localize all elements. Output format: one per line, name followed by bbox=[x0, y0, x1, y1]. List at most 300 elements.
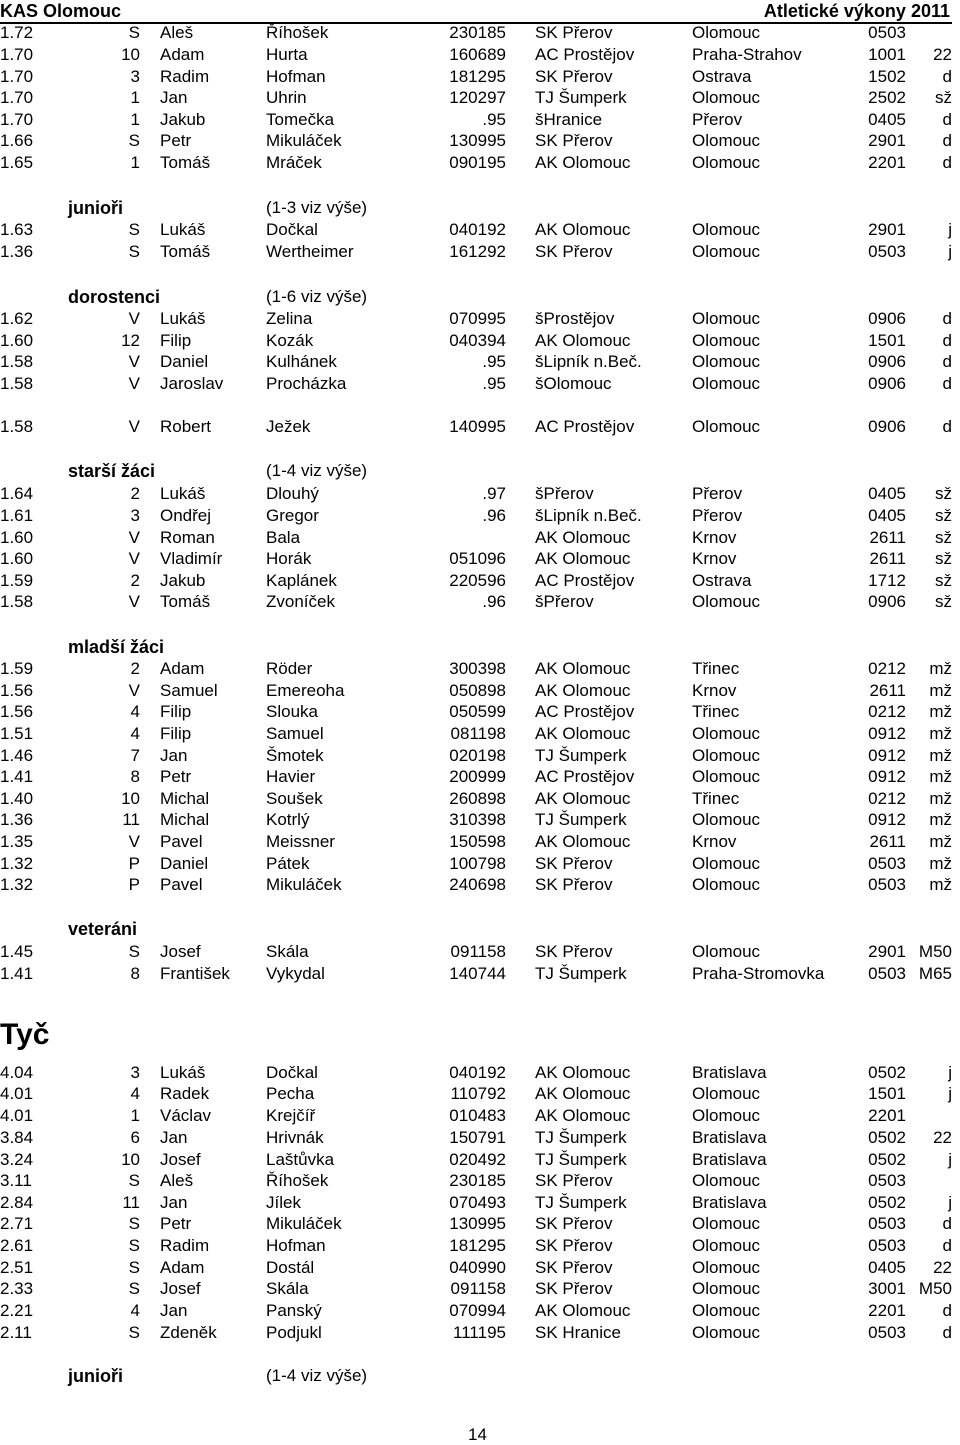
birth-date: 161292 bbox=[449, 242, 506, 261]
placing: S bbox=[128, 1171, 140, 1190]
club: AK Olomouc bbox=[535, 681, 631, 700]
birth-date: 230185 bbox=[449, 23, 506, 42]
birth-date: 081198 bbox=[450, 724, 506, 743]
club: AK Olomouc bbox=[535, 724, 631, 743]
performance: 1.63 bbox=[0, 220, 34, 239]
category: d bbox=[942, 1301, 952, 1320]
club: TJ Šumperk bbox=[535, 1150, 627, 1169]
club: AK Olomouc bbox=[535, 528, 631, 547]
category: mž bbox=[929, 789, 952, 808]
placing: 4 bbox=[130, 724, 140, 743]
venue: Přerov bbox=[692, 110, 743, 129]
first-name: Petr bbox=[160, 1214, 192, 1233]
category: mž bbox=[929, 702, 952, 721]
placing: 4 bbox=[130, 1084, 140, 1103]
club: AK Olomouc bbox=[535, 832, 631, 851]
event-date: 2901 bbox=[868, 131, 906, 150]
placing: 4 bbox=[130, 1301, 140, 1320]
venue: Přerov bbox=[692, 506, 743, 525]
placing: S bbox=[128, 1236, 140, 1255]
category: mž bbox=[929, 746, 952, 765]
event-date: 1501 bbox=[868, 1084, 906, 1103]
result-row bbox=[0, 44, 960, 66]
category: d bbox=[942, 374, 952, 393]
club: SK Přerov bbox=[535, 1214, 613, 1233]
event-date: 0906 bbox=[868, 374, 906, 393]
category: mž bbox=[929, 767, 952, 786]
event-date: 0405 bbox=[868, 1258, 906, 1277]
document-title: Atletické výkony 2011 bbox=[763, 1, 950, 21]
performance: 1.72 bbox=[0, 23, 34, 42]
result-row bbox=[0, 591, 960, 613]
last-name: Wertheimer bbox=[266, 242, 354, 261]
performance: 1.70 bbox=[0, 45, 34, 64]
club: SK Přerov bbox=[535, 1279, 613, 1298]
event-date: 3001 bbox=[868, 1279, 906, 1298]
result-row bbox=[0, 963, 960, 985]
performance: 1.36 bbox=[0, 242, 34, 261]
performance: 1.58 bbox=[0, 374, 34, 393]
club-name: KAS Olomouc bbox=[0, 1, 122, 21]
first-name: Tomáš bbox=[160, 592, 211, 611]
last-name: Zvoníček bbox=[266, 592, 335, 611]
result-row bbox=[0, 241, 960, 263]
birth-date: 010483 bbox=[449, 1106, 506, 1125]
birth-date: 160689 bbox=[449, 45, 506, 64]
placing: 10 bbox=[121, 45, 140, 64]
last-name: Skála bbox=[266, 942, 309, 961]
venue: Olomouc bbox=[692, 1236, 761, 1255]
club: TJ Šumperk bbox=[535, 1128, 627, 1147]
category: M65 bbox=[918, 964, 952, 983]
birth-date: 070493 bbox=[449, 1193, 506, 1212]
venue: Olomouc bbox=[692, 131, 761, 150]
event-date: 2611 bbox=[869, 549, 906, 568]
birth-date: 040394 bbox=[449, 331, 506, 350]
event-date: 0912 bbox=[868, 810, 906, 829]
last-name: Bala bbox=[266, 528, 301, 547]
club: SK Přerov bbox=[535, 131, 613, 150]
result-row bbox=[0, 373, 960, 395]
first-name: Pavel bbox=[160, 875, 203, 894]
venue: Praha-Strahov bbox=[692, 45, 802, 64]
birth-date: .96 bbox=[482, 506, 506, 525]
club: šProstějov bbox=[535, 309, 615, 328]
venue: Třinec bbox=[692, 789, 740, 808]
birth-date: 050898 bbox=[449, 681, 506, 700]
birth-date: 130995 bbox=[449, 131, 506, 150]
venue: Krnov bbox=[692, 681, 737, 700]
first-name: Tomáš bbox=[160, 153, 211, 172]
result-row bbox=[0, 330, 960, 352]
result-row bbox=[0, 130, 960, 152]
last-name: Uhrin bbox=[266, 88, 307, 107]
club: AC Prostějov bbox=[535, 571, 635, 590]
club: šPřerov bbox=[535, 484, 594, 503]
last-name: Tomečka bbox=[266, 110, 335, 129]
placing: 11 bbox=[122, 1193, 140, 1212]
result-row bbox=[0, 66, 960, 88]
category: j bbox=[948, 1193, 952, 1212]
event-date: 2611 bbox=[869, 832, 906, 851]
venue: Ostrava bbox=[692, 67, 752, 86]
venue: Krnov bbox=[692, 549, 737, 568]
venue: Olomouc bbox=[692, 1171, 761, 1190]
last-name: Dlouhý bbox=[266, 484, 319, 503]
placing: S bbox=[128, 942, 140, 961]
category: d bbox=[942, 110, 952, 129]
event-date: 0912 bbox=[868, 724, 906, 743]
first-name: Radek bbox=[160, 1084, 210, 1103]
birth-date: .95 bbox=[482, 110, 506, 129]
birth-date: 111195 bbox=[453, 1323, 506, 1342]
birth-date: 070994 bbox=[449, 1301, 506, 1320]
first-name: Michal bbox=[160, 789, 210, 808]
page-number: 14 bbox=[468, 1425, 487, 1444]
last-name: Mikuláček bbox=[266, 875, 342, 894]
last-name: Zelina bbox=[266, 309, 313, 328]
club: TJ Šumperk bbox=[535, 88, 627, 107]
event-date: 0503 bbox=[868, 1236, 906, 1255]
category-subheading bbox=[0, 1365, 960, 1387]
result-row bbox=[0, 527, 960, 549]
birth-date: 100798 bbox=[449, 854, 506, 873]
club: AC Prostějov bbox=[535, 417, 635, 436]
birth-date: 150791 bbox=[449, 1128, 506, 1147]
result-row bbox=[0, 1149, 960, 1171]
last-name: Dočkal bbox=[266, 220, 318, 239]
first-name: Petr bbox=[160, 767, 192, 786]
result-row bbox=[0, 1278, 960, 1300]
placing: 12 bbox=[121, 331, 140, 350]
result-row bbox=[0, 874, 960, 896]
event-date: 0906 bbox=[868, 417, 906, 436]
first-name: Jan bbox=[160, 88, 188, 107]
event-date: 1501 bbox=[868, 331, 906, 350]
venue: Olomouc bbox=[692, 746, 761, 765]
club: TJ Šumperk bbox=[535, 964, 627, 983]
performance: 2.11 bbox=[0, 1323, 32, 1342]
club: šHranice bbox=[535, 110, 603, 129]
event-date: 0405 bbox=[868, 506, 906, 525]
event-date: 1502 bbox=[868, 67, 906, 86]
first-name: Daniel bbox=[160, 352, 209, 371]
birth-date: 040192 bbox=[449, 220, 506, 239]
first-name: Jaroslav bbox=[160, 374, 224, 393]
event-date: 0503 bbox=[868, 854, 906, 873]
performance: 1.51 bbox=[0, 724, 34, 743]
result-row bbox=[0, 1127, 960, 1149]
result-row bbox=[0, 1105, 960, 1127]
result-row bbox=[0, 416, 960, 438]
last-name: Meissner bbox=[266, 832, 335, 851]
first-name: Jan bbox=[160, 1193, 188, 1212]
birth-date: .95 bbox=[482, 352, 506, 371]
last-name: Dočkal bbox=[266, 1063, 318, 1082]
venue: Olomouc bbox=[692, 309, 761, 328]
performance: 2.61 bbox=[0, 1236, 34, 1255]
venue: Olomouc bbox=[692, 767, 761, 786]
birth-date: 070995 bbox=[449, 309, 506, 328]
result-row bbox=[0, 483, 960, 505]
placing: 2 bbox=[130, 659, 140, 678]
event-date: 0503 bbox=[868, 964, 906, 983]
birth-date: 240698 bbox=[449, 875, 506, 894]
last-name: Havier bbox=[266, 767, 316, 786]
placing: S bbox=[128, 1258, 140, 1277]
placing: 1 bbox=[130, 153, 140, 172]
performance: 1.41 bbox=[0, 964, 34, 983]
placing: V bbox=[128, 309, 140, 328]
venue: Olomouc bbox=[692, 1279, 761, 1298]
club: šOlomouc bbox=[535, 374, 612, 393]
placing: 3 bbox=[130, 506, 140, 525]
placing: 1 bbox=[130, 1106, 140, 1125]
placing: 2 bbox=[130, 484, 140, 503]
last-name: Říhošek bbox=[266, 1171, 329, 1190]
venue: Ostrava bbox=[692, 571, 752, 590]
result-row bbox=[0, 152, 960, 174]
last-name: Krejčíř bbox=[266, 1106, 316, 1125]
result-row bbox=[0, 1322, 960, 1344]
event-date: 0502 bbox=[868, 1150, 906, 1169]
performance: 1.61 bbox=[0, 506, 34, 525]
category: M50 bbox=[918, 942, 952, 961]
category: mž bbox=[929, 854, 952, 873]
venue: Olomouc bbox=[692, 1106, 761, 1125]
first-name: Roman bbox=[160, 528, 215, 547]
result-row bbox=[0, 219, 960, 241]
last-name: Hurta bbox=[266, 45, 308, 64]
placing: 3 bbox=[130, 1063, 140, 1082]
venue: Olomouc bbox=[692, 1258, 761, 1277]
club: AK Olomouc bbox=[535, 549, 631, 568]
venue: Přerov bbox=[692, 484, 743, 503]
last-name: Šmotek bbox=[266, 746, 324, 765]
venue: Olomouc bbox=[692, 810, 761, 829]
performance: 1.70 bbox=[0, 88, 34, 107]
first-name: Lukáš bbox=[160, 309, 206, 328]
first-name: Jakub bbox=[160, 571, 206, 590]
performance: 4.01 bbox=[0, 1106, 34, 1125]
performance: 1.45 bbox=[0, 942, 34, 961]
first-name: Petr bbox=[160, 131, 192, 150]
category-label: junioři bbox=[68, 198, 123, 218]
first-name: Aleš bbox=[160, 23, 194, 42]
venue: Olomouc bbox=[692, 417, 761, 436]
category-label: dorostenci bbox=[68, 287, 161, 307]
club: SK Přerov bbox=[535, 1258, 613, 1277]
performance: 3.24 bbox=[0, 1150, 34, 1169]
last-name: Hofman bbox=[266, 67, 326, 86]
result-row bbox=[0, 570, 960, 592]
result-row bbox=[0, 809, 960, 831]
club: SK Přerov bbox=[535, 875, 613, 894]
venue: Olomouc bbox=[692, 592, 761, 611]
club: AK Olomouc bbox=[535, 789, 631, 808]
placing: 2 bbox=[130, 571, 140, 590]
result-row bbox=[0, 22, 960, 44]
event-date: 0906 bbox=[868, 309, 906, 328]
last-name: Říhošek bbox=[266, 23, 329, 42]
first-name: Jan bbox=[160, 746, 188, 765]
venue: Třinec bbox=[692, 659, 740, 678]
category: 22 bbox=[933, 1128, 952, 1147]
venue: Olomouc bbox=[692, 1323, 761, 1342]
placing: 6 bbox=[130, 1128, 140, 1147]
venue: Olomouc bbox=[692, 331, 761, 350]
club: AC Prostějov bbox=[535, 45, 635, 64]
performance: 1.40 bbox=[0, 789, 34, 808]
result-row bbox=[0, 548, 960, 570]
event-date: 1712 bbox=[868, 571, 906, 590]
category-note: (1-6 viz výše) bbox=[266, 287, 368, 306]
venue: Bratislava bbox=[692, 1193, 767, 1212]
first-name: Václav bbox=[160, 1106, 212, 1125]
category: j bbox=[948, 220, 952, 239]
performance: 1.62 bbox=[0, 309, 34, 328]
first-name: Jakub bbox=[160, 110, 206, 129]
result-row bbox=[0, 658, 960, 680]
category-subheading bbox=[0, 286, 960, 308]
birth-date: 150598 bbox=[449, 832, 506, 851]
club: SK Přerov bbox=[535, 23, 613, 42]
performance: 1.70 bbox=[0, 110, 34, 129]
placing: S bbox=[128, 23, 140, 42]
performance: 1.58 bbox=[0, 592, 34, 611]
placing: 1 bbox=[130, 110, 140, 129]
venue: Olomouc bbox=[692, 1301, 761, 1320]
category: mž bbox=[929, 659, 952, 678]
category: d bbox=[942, 352, 952, 371]
placing: 3 bbox=[130, 67, 140, 86]
club: SK Přerov bbox=[535, 67, 613, 86]
performance: 1.35 bbox=[0, 832, 34, 851]
category: sž bbox=[935, 592, 952, 611]
event-date: 0502 bbox=[868, 1193, 906, 1212]
first-name: Jan bbox=[160, 1128, 188, 1147]
category: j bbox=[948, 1063, 952, 1082]
event-date: 0503 bbox=[868, 1323, 906, 1342]
performance: 1.59 bbox=[0, 659, 34, 678]
result-row bbox=[0, 1192, 960, 1214]
club: SK Hranice bbox=[535, 1323, 621, 1342]
performance: 1.60 bbox=[0, 528, 34, 547]
club: AK Olomouc bbox=[535, 1084, 631, 1103]
event-date: 0906 bbox=[868, 352, 906, 371]
venue: Krnov bbox=[692, 528, 737, 547]
first-name: Tomáš bbox=[160, 242, 211, 261]
venue: Třinec bbox=[692, 702, 740, 721]
performance: 1.66 bbox=[0, 131, 34, 150]
category: mž bbox=[929, 832, 952, 851]
result-row bbox=[0, 1062, 960, 1084]
result-row bbox=[0, 109, 960, 131]
birth-date: 140744 bbox=[449, 964, 506, 983]
last-name: Mikuláček bbox=[266, 1214, 342, 1233]
birth-date: 051096 bbox=[449, 549, 506, 568]
club: šLipník n.Beč. bbox=[535, 506, 642, 525]
last-name: Samuel bbox=[266, 724, 324, 743]
category: d bbox=[942, 331, 952, 350]
birth-date: 260898 bbox=[449, 789, 506, 808]
birth-date: 040192 bbox=[449, 1063, 506, 1082]
event-date: 0212 bbox=[868, 659, 906, 678]
category-subheading bbox=[0, 460, 960, 482]
club: TJ Šumperk bbox=[535, 1193, 627, 1212]
event-date: 0405 bbox=[868, 110, 906, 129]
performance: 1.32 bbox=[0, 854, 34, 873]
venue: Olomouc bbox=[692, 875, 761, 894]
birth-date: 310398 bbox=[449, 810, 506, 829]
placing: V bbox=[128, 417, 140, 436]
first-name: Robert bbox=[160, 417, 212, 436]
event-date: 0212 bbox=[868, 789, 906, 808]
first-name: Filip bbox=[160, 331, 192, 350]
placing: P bbox=[128, 854, 140, 873]
event-date: 2201 bbox=[868, 1301, 906, 1320]
last-name: Skála bbox=[266, 1279, 309, 1298]
last-name: Mikuláček bbox=[266, 131, 342, 150]
club: AK Olomouc bbox=[535, 220, 631, 239]
result-row bbox=[0, 1170, 960, 1192]
first-name: Aleš bbox=[160, 1171, 194, 1190]
category: d bbox=[942, 417, 952, 436]
birth-date: 090195 bbox=[449, 153, 506, 172]
venue: Olomouc bbox=[692, 854, 761, 873]
result-row bbox=[0, 308, 960, 330]
performance: 2.84 bbox=[0, 1193, 34, 1212]
birth-date: 120297 bbox=[449, 88, 506, 107]
birth-date: 091158 bbox=[450, 942, 506, 961]
placing: V bbox=[128, 374, 140, 393]
venue: Olomouc bbox=[692, 242, 761, 261]
category-subheading bbox=[0, 197, 960, 219]
category-subheading bbox=[0, 636, 960, 658]
category: sž bbox=[935, 528, 952, 547]
category: mž bbox=[929, 681, 952, 700]
performance: 1.46 bbox=[0, 746, 34, 765]
placing: S bbox=[128, 1214, 140, 1233]
category-label: junioři bbox=[68, 1366, 123, 1386]
venue: Olomouc bbox=[692, 352, 761, 371]
birth-date: 040990 bbox=[449, 1258, 506, 1277]
category: mž bbox=[929, 810, 952, 829]
last-name: Hofman bbox=[266, 1236, 326, 1255]
first-name: Lukáš bbox=[160, 220, 206, 239]
placing: 8 bbox=[130, 767, 140, 786]
placing: S bbox=[128, 1279, 140, 1298]
result-row bbox=[0, 831, 960, 853]
performance: 1.56 bbox=[0, 702, 34, 721]
placing: 7 bbox=[130, 746, 140, 765]
last-name: Kulhánek bbox=[266, 352, 337, 371]
event-date: 0906 bbox=[868, 592, 906, 611]
event-date: 2611 bbox=[869, 681, 906, 700]
last-name: Kotrlý bbox=[266, 810, 310, 829]
result-row bbox=[0, 87, 960, 109]
category: 22 bbox=[933, 45, 952, 64]
event-date: 2901 bbox=[868, 942, 906, 961]
category: mž bbox=[929, 724, 952, 743]
venue: Olomouc bbox=[692, 942, 761, 961]
birth-date: 181295 bbox=[449, 67, 506, 86]
last-name: Horák bbox=[266, 549, 312, 568]
category: d bbox=[942, 309, 952, 328]
category: j bbox=[948, 1150, 952, 1169]
last-name: Ježek bbox=[266, 417, 311, 436]
category: sž bbox=[935, 484, 952, 503]
